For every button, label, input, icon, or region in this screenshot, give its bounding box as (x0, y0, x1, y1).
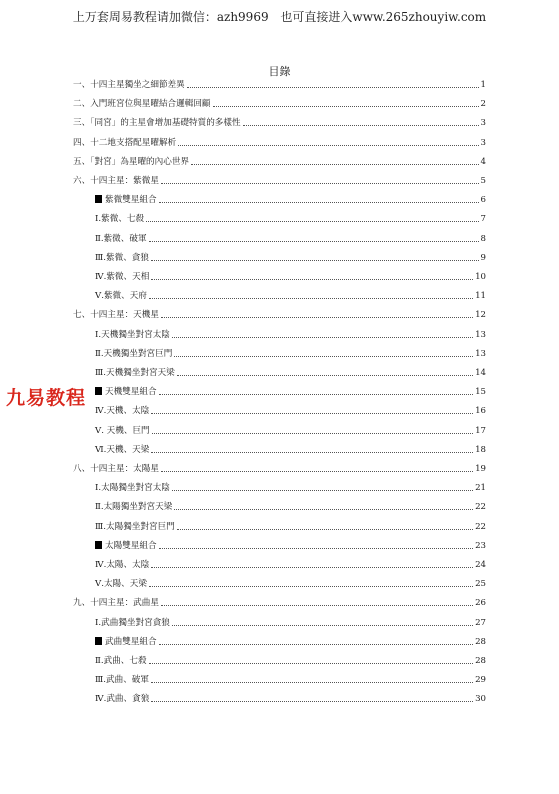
toc-page-number: 28 (475, 656, 486, 666)
toc-entry[interactable] (95, 290, 486, 302)
toc-entry-text: 武曲雙星組合 (105, 636, 157, 647)
toc-entry[interactable] (95, 329, 486, 341)
dot-leader (146, 221, 478, 222)
dot-leader (151, 701, 473, 702)
toc-entry[interactable] (73, 137, 486, 149)
dot-leader (161, 471, 473, 472)
dot-leader (177, 375, 473, 376)
toc-entry-label (95, 195, 157, 206)
toc-page-number: 14 (475, 368, 486, 378)
toc-entry-text: 九、十四主星：武曲星 (73, 598, 159, 609)
dot-leader (149, 586, 473, 587)
toc-entry-text: Ⅴ. 天機、巨門 (95, 425, 150, 436)
toc-entry-label (95, 618, 170, 629)
toc-entry[interactable] (95, 405, 486, 417)
toc-entry-label (95, 272, 149, 283)
toc-entry[interactable] (95, 194, 486, 206)
header-website-text: 也可直接进入www.265zhouyiw.com (280, 10, 487, 24)
toc-page-number: 19 (475, 464, 486, 474)
toc-entry[interactable] (73, 156, 486, 168)
dot-leader (177, 529, 473, 530)
toc-entry-label (95, 349, 172, 360)
toc-entry-text: 五、「對宮」為星曜的內心世界 (73, 156, 190, 167)
toc-entry-label (95, 541, 157, 552)
toc-entry[interactable] (95, 636, 486, 648)
toc-entry-text: Ⅳ.天機、太陰 (95, 406, 150, 417)
toc-page-number: 4 (480, 156, 486, 167)
watermark-logo: 九易教程 (6, 387, 87, 409)
toc-page-number: 18 (475, 444, 486, 455)
toc-title: 目錄 (268, 65, 291, 78)
toc-entry-text: Ⅲ.武曲、破軍 (95, 675, 149, 686)
dot-leader (151, 279, 473, 280)
toc-entry-text: Ⅱ.天機獨坐對宮巨門 (95, 348, 173, 359)
toc-entry-label (95, 291, 147, 302)
dot-leader (149, 663, 474, 664)
toc-entry-text: 八、十四主星：太陽星 (73, 464, 159, 474)
toc-page-number: 6 (480, 195, 486, 206)
toc-entry[interactable] (73, 79, 486, 91)
dot-leader (151, 682, 473, 683)
toc-entry-label (73, 176, 159, 187)
toc-page-number: 26 (475, 598, 486, 609)
toc-entry-label (95, 445, 149, 456)
dot-leader (159, 644, 473, 645)
toc-entry[interactable] (95, 540, 486, 552)
dot-leader (151, 413, 473, 414)
toc-page-number: 16 (475, 406, 486, 417)
toc-page-number: 9 (480, 252, 486, 263)
toc-entry-label (95, 406, 149, 417)
toc-entry[interactable] (95, 559, 486, 571)
toc-entry[interactable] (73, 597, 486, 609)
toc-entry-label (73, 118, 241, 129)
dot-leader (161, 605, 473, 606)
toc-entry-text: Ⅱ.紫微、破軍 (95, 233, 147, 244)
toc-entry-text: 一、十四主星獨坐之細節差異 (73, 80, 185, 90)
toc-entry-text: 六、十四主星：紫微星 (73, 176, 159, 186)
toc-entry-text: 太陽雙星組合 (105, 540, 157, 551)
toc-entry-label (73, 80, 185, 91)
toc-entry-text: Ⅲ.天機獨坐對宮天梁 (95, 368, 175, 378)
toc-entry-label (73, 598, 159, 609)
toc-entry-label (95, 522, 175, 533)
toc-entry-label (73, 99, 211, 110)
toc-entry[interactable] (73, 98, 486, 110)
dot-leader (161, 183, 479, 184)
toc-entry[interactable] (95, 348, 486, 360)
dot-leader (151, 260, 479, 261)
toc-page-number: 12 (475, 310, 486, 321)
toc-entry-label (95, 330, 170, 341)
toc-entry[interactable] (95, 501, 486, 513)
dot-leader (161, 317, 473, 318)
toc-entry[interactable] (95, 482, 486, 494)
toc-page-number: 7 (480, 214, 486, 225)
toc-page-number: 8 (480, 233, 486, 244)
toc-entry[interactable] (95, 444, 486, 456)
toc-entry-label (73, 464, 159, 475)
toc-entry-text: Ⅲ.紫微、貪狼 (95, 252, 149, 263)
toc-entry-text: Ⅳ.紫微、天相 (95, 272, 150, 282)
toc-page-number: 1 (480, 80, 486, 90)
dot-leader (159, 202, 479, 203)
toc-entry-text: 四、十二地支搭配星曜解析 (73, 137, 177, 148)
toc-entry[interactable] (95, 367, 486, 379)
toc-entry-label (95, 253, 149, 264)
toc-entry-text: Ⅵ.天機、天梁 (95, 444, 150, 455)
toc-entry-label (95, 234, 147, 245)
toc-entry[interactable] (95, 693, 486, 705)
toc-page-number: 27 (475, 617, 486, 628)
dot-leader (159, 394, 473, 395)
toc-entry[interactable] (73, 175, 486, 187)
toc-entry-text: Ⅴ.太陽、天梁 (95, 579, 147, 590)
toc-page-number: 22 (475, 502, 486, 513)
toc-entry[interactable] (95, 271, 486, 283)
toc-page-number: 28 (475, 636, 486, 647)
toc-entry-text: 紫微雙星組合 (105, 195, 157, 206)
dot-leader (149, 241, 479, 242)
dot-leader (172, 337, 473, 338)
toc-page-number: 15 (475, 387, 486, 398)
black-square-icon (95, 637, 102, 645)
toc-entry-text: Ⅰ.武曲獨坐對宮貪狼 (95, 617, 170, 628)
toc-entry-text: 七、十四主星：天機星 (73, 310, 159, 321)
toc-entry-label (95, 656, 147, 667)
toc-page-number: 30 (475, 694, 486, 705)
toc-page-number: 23 (475, 540, 486, 551)
toc-page-number: 11 (475, 291, 486, 302)
toc-entry-text: 二、入門班宮位與星曜結合邏輯回顧 (73, 99, 211, 110)
toc-entry-text: Ⅰ.太陽獨坐對宮太陰 (95, 483, 170, 494)
toc-entry-text: Ⅲ.太陽獨坐對宮巨門 (95, 521, 175, 532)
black-square-icon (95, 387, 102, 395)
toc-entry[interactable] (95, 386, 486, 398)
toc-entry[interactable] (95, 521, 486, 533)
toc-entry[interactable] (95, 578, 486, 590)
toc-entry-label (95, 560, 149, 571)
toc-entry-label (95, 502, 172, 513)
dot-leader (151, 452, 473, 453)
toc-entry-text: 三、「同宮」的主星會增加基礎特質的多樣性 (73, 118, 241, 129)
toc-entry-label (95, 694, 149, 705)
toc-entry-text: Ⅰ.紫微、七殺 (95, 214, 145, 225)
toc-entry-label (95, 387, 157, 398)
toc-entry[interactable] (95, 233, 486, 245)
dot-leader (159, 548, 473, 549)
toc-entry-text: Ⅱ.武曲、七殺 (95, 656, 147, 666)
toc-page-number: 13 (475, 348, 486, 359)
toc-page-number: 29 (475, 675, 486, 686)
toc-entry[interactable] (73, 309, 486, 321)
dot-leader (149, 298, 473, 299)
dot-leader (213, 106, 479, 107)
toc-entry-label (95, 675, 149, 686)
black-square-icon (95, 541, 102, 549)
toc-page-number: 13 (475, 329, 486, 340)
dot-leader (174, 509, 473, 510)
toc-page-number: 10 (475, 272, 486, 282)
toc-page-number: 3 (480, 118, 486, 129)
toc-entry[interactable] (73, 463, 486, 475)
toc-entry[interactable] (95, 655, 486, 667)
toc-page-number: 5 (480, 176, 486, 186)
toc-entry-text: Ⅰ.天機獨坐對宮太陰 (95, 329, 170, 340)
toc-entry[interactable] (95, 425, 486, 437)
toc-page-number: 22 (475, 521, 486, 532)
toc-page-number: 3 (480, 137, 486, 148)
toc-entry-text: Ⅳ.武曲、貪狼 (95, 694, 150, 705)
dot-leader (178, 145, 478, 146)
black-square-icon (95, 195, 102, 203)
dot-leader (152, 433, 473, 434)
toc-entry-text: Ⅴ.紫微、天府 (95, 291, 147, 302)
toc-entry-label (73, 310, 159, 321)
dot-leader (174, 356, 473, 357)
dot-leader (187, 87, 479, 88)
toc-entry-label (73, 157, 189, 168)
toc-page-number: 25 (475, 579, 486, 590)
dot-leader (191, 164, 479, 165)
toc-entry[interactable] (95, 213, 486, 225)
toc-entry[interactable] (95, 617, 486, 629)
toc-entry[interactable] (73, 117, 486, 129)
toc-page-number: 2 (480, 99, 486, 110)
toc-entry-label (95, 368, 175, 379)
toc-entry-text: 天機雙星組合 (105, 387, 157, 398)
toc-entry-label (95, 214, 144, 225)
toc-entry[interactable] (95, 252, 486, 264)
toc-entry-label (95, 426, 150, 437)
toc-entry-text: Ⅱ.太陽獨坐對宮天梁 (95, 502, 173, 513)
toc-entry-label (95, 637, 157, 648)
dot-leader (151, 567, 473, 568)
toc-entry-text: Ⅳ.太陽、太陰 (95, 560, 150, 570)
dot-leader (243, 125, 479, 126)
header-wechat-text: 上万套周易教程请加微信：azh9969 (72, 10, 269, 24)
toc-entry-label (73, 138, 176, 149)
toc-entry[interactable] (95, 674, 486, 686)
toc-entry-label (95, 579, 147, 590)
toc-page-number: 24 (475, 560, 486, 570)
dot-leader (172, 625, 473, 626)
toc-page-number: 17 (475, 425, 486, 436)
toc-entry-label (95, 483, 170, 494)
dot-leader (172, 490, 473, 491)
toc-page-number: 21 (475, 483, 486, 494)
